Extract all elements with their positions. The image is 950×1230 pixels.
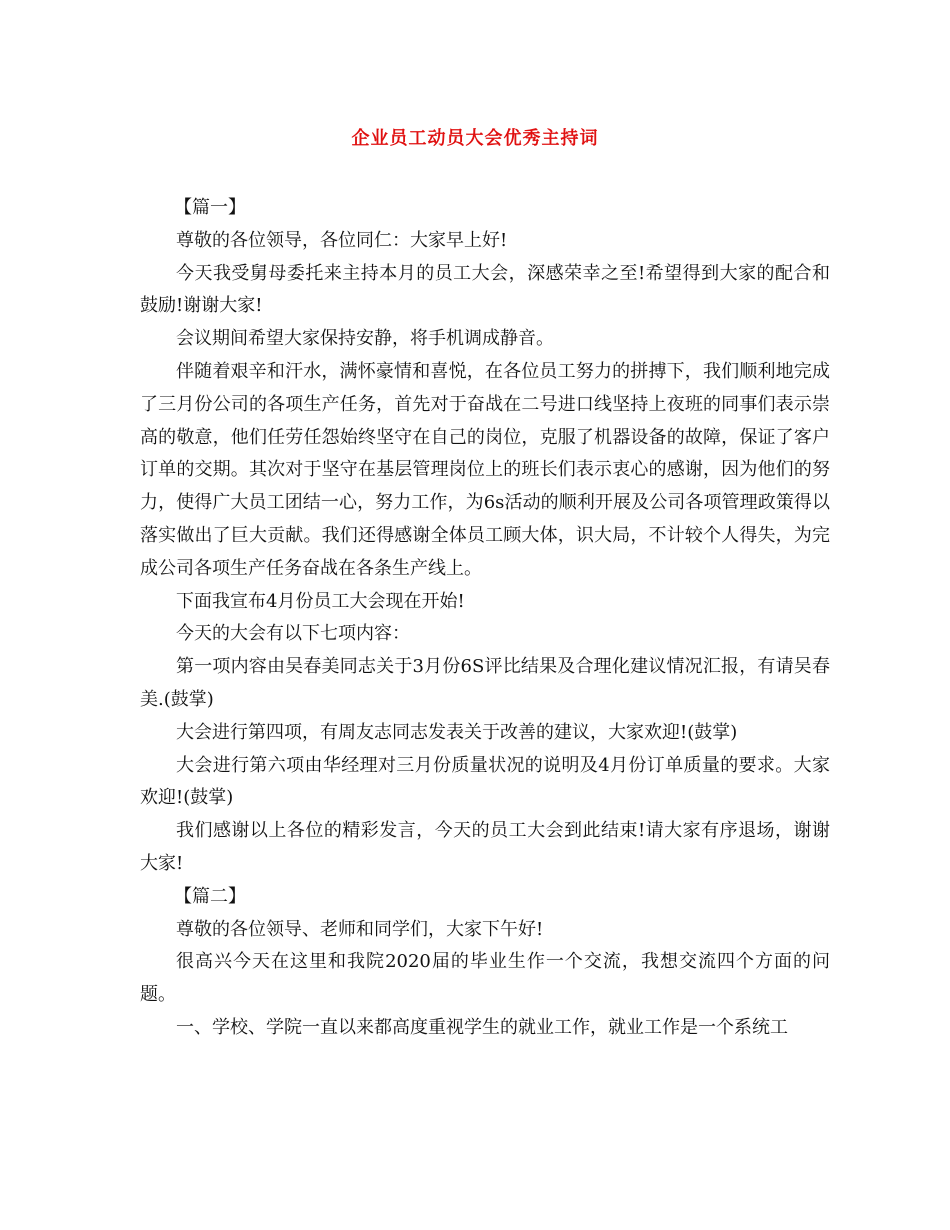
paragraph: 一、学校、学院一直以来都高度重视学生的就业工作，就业工作是一个系统工 bbox=[176, 1016, 788, 1038]
paragraph: 下面我宣布4月份员工大会现在开始! bbox=[176, 590, 465, 612]
paragraph: 第一项内容由吴春美同志关于3月份6S评比结果及合理化建议情况汇报，有请吴春美.(鼓掌) bbox=[140, 656, 830, 710]
paragraph: 今天的大会有以下七项内容： bbox=[176, 623, 410, 645]
paragraph: 尊敬的各位领导、老师和同学们，大家下午好! bbox=[176, 918, 544, 940]
section-2 bbox=[140, 881, 830, 1045]
paragraph: 尊敬的各位领导，各位同仁：大家早上好! bbox=[176, 229, 508, 251]
paragraph: 伴随着艰辛和汗水，满怀豪情和喜悦，在各位员工努力的拼搏下，我们顺利地完成了三月份公司的各项生产任务，首先对于奋战在二号进口线坚持上夜班的同事们表示崇高的敬意，他们任劳任怨始终坚守在自己的岗位，克服了机器设备的故障，保证了客户订单的交期。其次对于坚守在基层管理岗位上的班长们表示衷心的感谢，因为他们的努力，使得广大员工团结一心，努力工作，为6s活动的顺利开展及公司各项管理政策得以落实做出了巨大贡献。我们还得感谢全体员工顾大体，识大局，不计较个人得失，为完成公司各项生产任务奋战在各条生产线上。 bbox=[140, 360, 830, 579]
document-body bbox=[140, 192, 830, 1045]
section-heading: 【篇一】 bbox=[174, 197, 246, 218]
document-title: 企业员工动员大会优秀主持词 bbox=[351, 128, 599, 149]
paragraph: 会议期间希望大家保持安静，将手机调成静音。 bbox=[176, 328, 554, 350]
paragraph: 今天我受舅母委托来主持本月的员工大会，深感荣幸之至!希望得到大家的配合和鼓励!谢谢大家! bbox=[140, 262, 830, 317]
section-heading: 【篇二】 bbox=[174, 885, 246, 907]
paragraph: 大会进行第四项，有周友志同志发表关于改善的建议，大家欢迎!(鼓掌) bbox=[176, 721, 738, 743]
paragraph: 很高兴今天在这里和我院2020届的毕业生作一个交流，我想交流四个方面的问题。 bbox=[140, 951, 830, 1006]
paragraph: 大会进行第六项由华经理对三月份质量状况的说明及4月份订单质量的要求。大家欢迎!(鼓掌) bbox=[140, 754, 830, 809]
section-1 bbox=[140, 192, 830, 881]
paragraph: 我们感谢以上各位的精彩发言，今天的员工大会到此结束!请大家有序退场，谢谢大家! bbox=[140, 820, 830, 874]
